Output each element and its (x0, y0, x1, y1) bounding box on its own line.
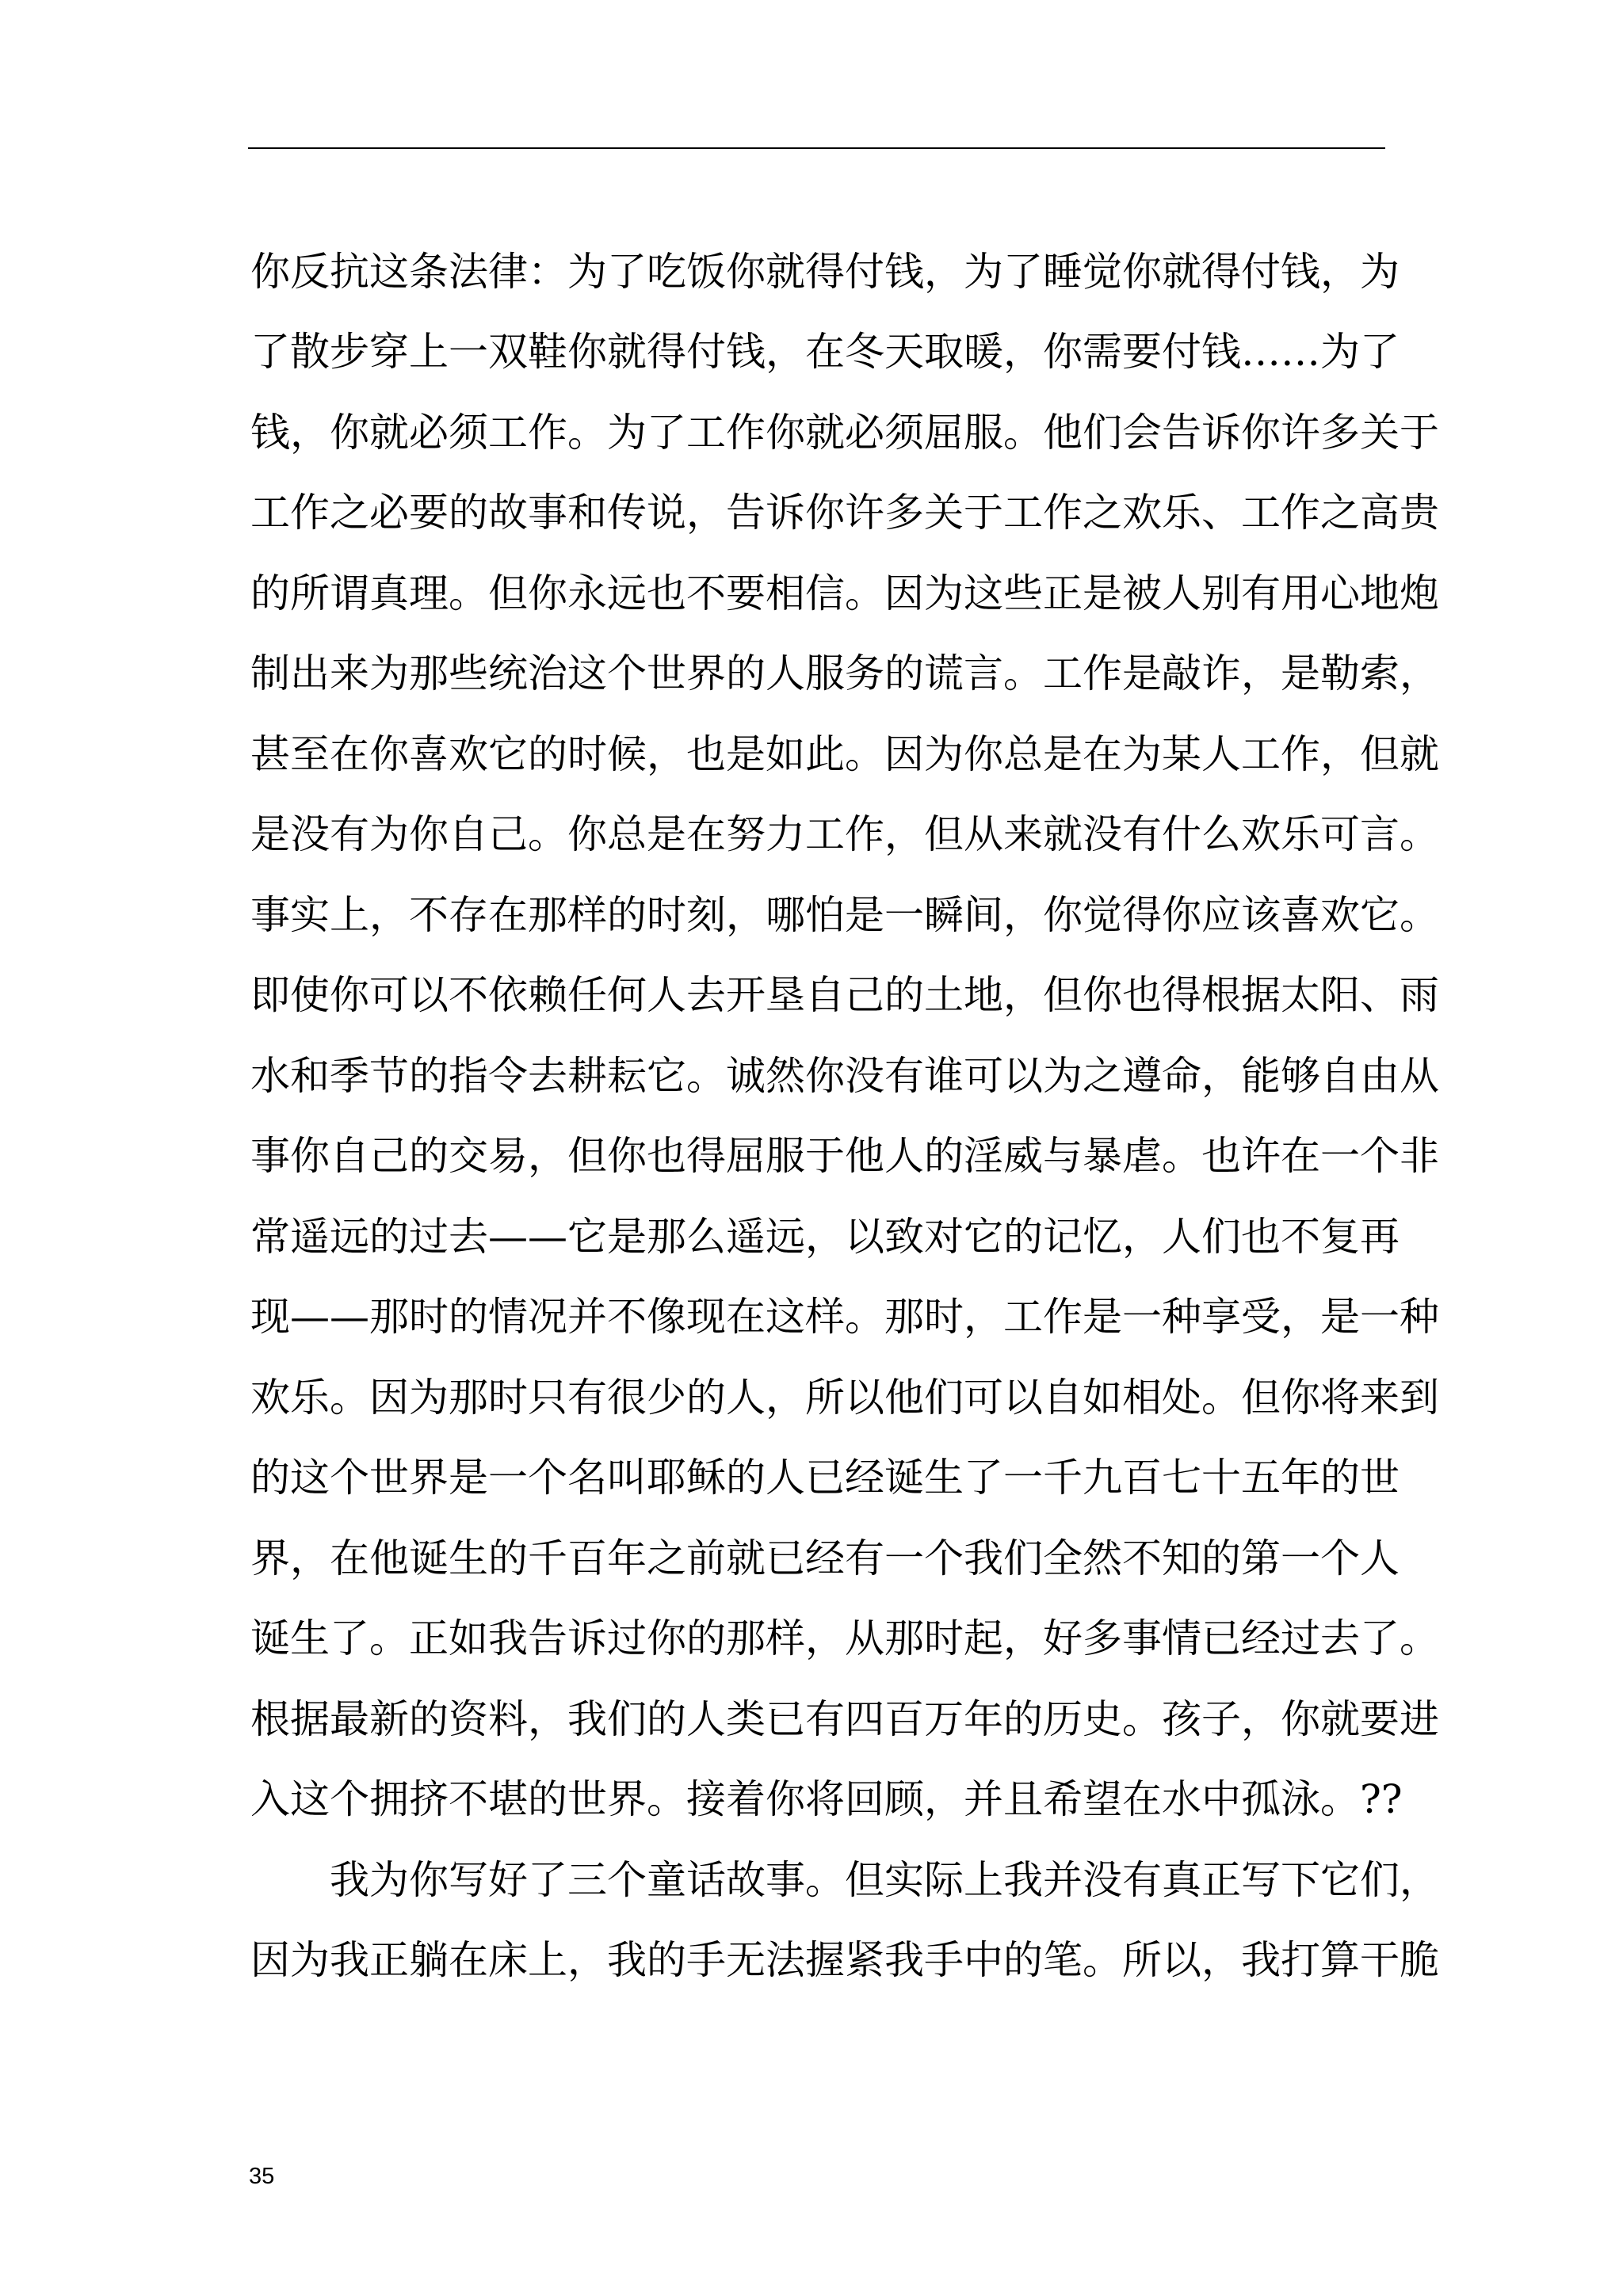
text-line: 你反抗这条法律：为了吃饭你就得付钱，为了睡觉你就得付钱，为 (250, 249, 1400, 295)
text-line: 入这个拥挤不堪的世界。接着你将回顾，并且希望在水中孤泳。?? (250, 1776, 1403, 1822)
text-line: 是没有为你自己。你总是在努力工作，但从来就没有什么欢乐可言。 (250, 811, 1439, 857)
text-line: 了散步穿上一双鞋你就得付钱，在冬天取暖，你需要付钱……为了 (250, 329, 1400, 375)
text-line: 甚至在你喜欢它的时候，也是如此。因为你总是在为某人工作，但就 (250, 731, 1439, 777)
text-line: 即使你可以不依赖任何人去开垦自己的土地，但你也得根据太阳、雨 (250, 972, 1439, 1018)
text-line: 工作之必要的故事和传说，告诉你许多关于工作之欢乐、工作之高贵 (250, 490, 1439, 536)
text-line: 的这个世界是一个名叫耶稣的人已经诞生了一千九百七十五年的世 (250, 1455, 1400, 1501)
text-line: 根据最新的资料，我们的人类已有四百万年的历史。孩子，你就要进 (250, 1696, 1439, 1742)
text-line: 我为你写好了三个童话故事。但实际上我并没有真正写下它们， (250, 1857, 1439, 1903)
text-line: 钱，你就必须工作。为了工作你就必须屈服。他们会告诉你许多关于 (250, 410, 1439, 456)
text-line: 水和季节的指令去耕耘它。诚然你没有谁可以为之遵命，能够自由从 (250, 1053, 1439, 1099)
text-line: 事实上，不存在那样的时刻，哪怕是一瞬间，你觉得你应该喜欢它。 (250, 892, 1439, 938)
text-line: 的所谓真理。但你永远也不要相信。因为这些正是被人别有用心地炮 (250, 570, 1439, 616)
text-line: 因为我正躺在床上，我的手无法握紧我手中的笔。所以，我打算干脆 (250, 1937, 1439, 1983)
text-line: 诞生了。正如我告诉过你的那样，从那时起，好多事情已经过去了。 (250, 1615, 1439, 1661)
header-rule (248, 147, 1385, 149)
page-number: 35 (249, 2164, 275, 2189)
text-line: 常遥远的过去——它是那么遥远，以致对它的记忆，人们也不复再 (250, 1214, 1400, 1260)
text-line: 现——那时的情况并不像现在这样。那时，工作是一种享受，是一种 (250, 1294, 1439, 1340)
text-line: 事你自己的交易，但你也得屈服于他人的淫威与暴虐。也许在一个非 (250, 1133, 1439, 1179)
text-line: 制出来为那些统治这个世界的人服务的谎言。工作是敲诈，是勒索， (250, 650, 1439, 696)
text-line: 欢乐。因为那时只有很少的人，所以他们可以自如相处。但你将来到 (250, 1375, 1439, 1421)
text-line: 界，在他诞生的千百年之前就已经有一个我们全然不知的第一个人 (250, 1535, 1400, 1581)
